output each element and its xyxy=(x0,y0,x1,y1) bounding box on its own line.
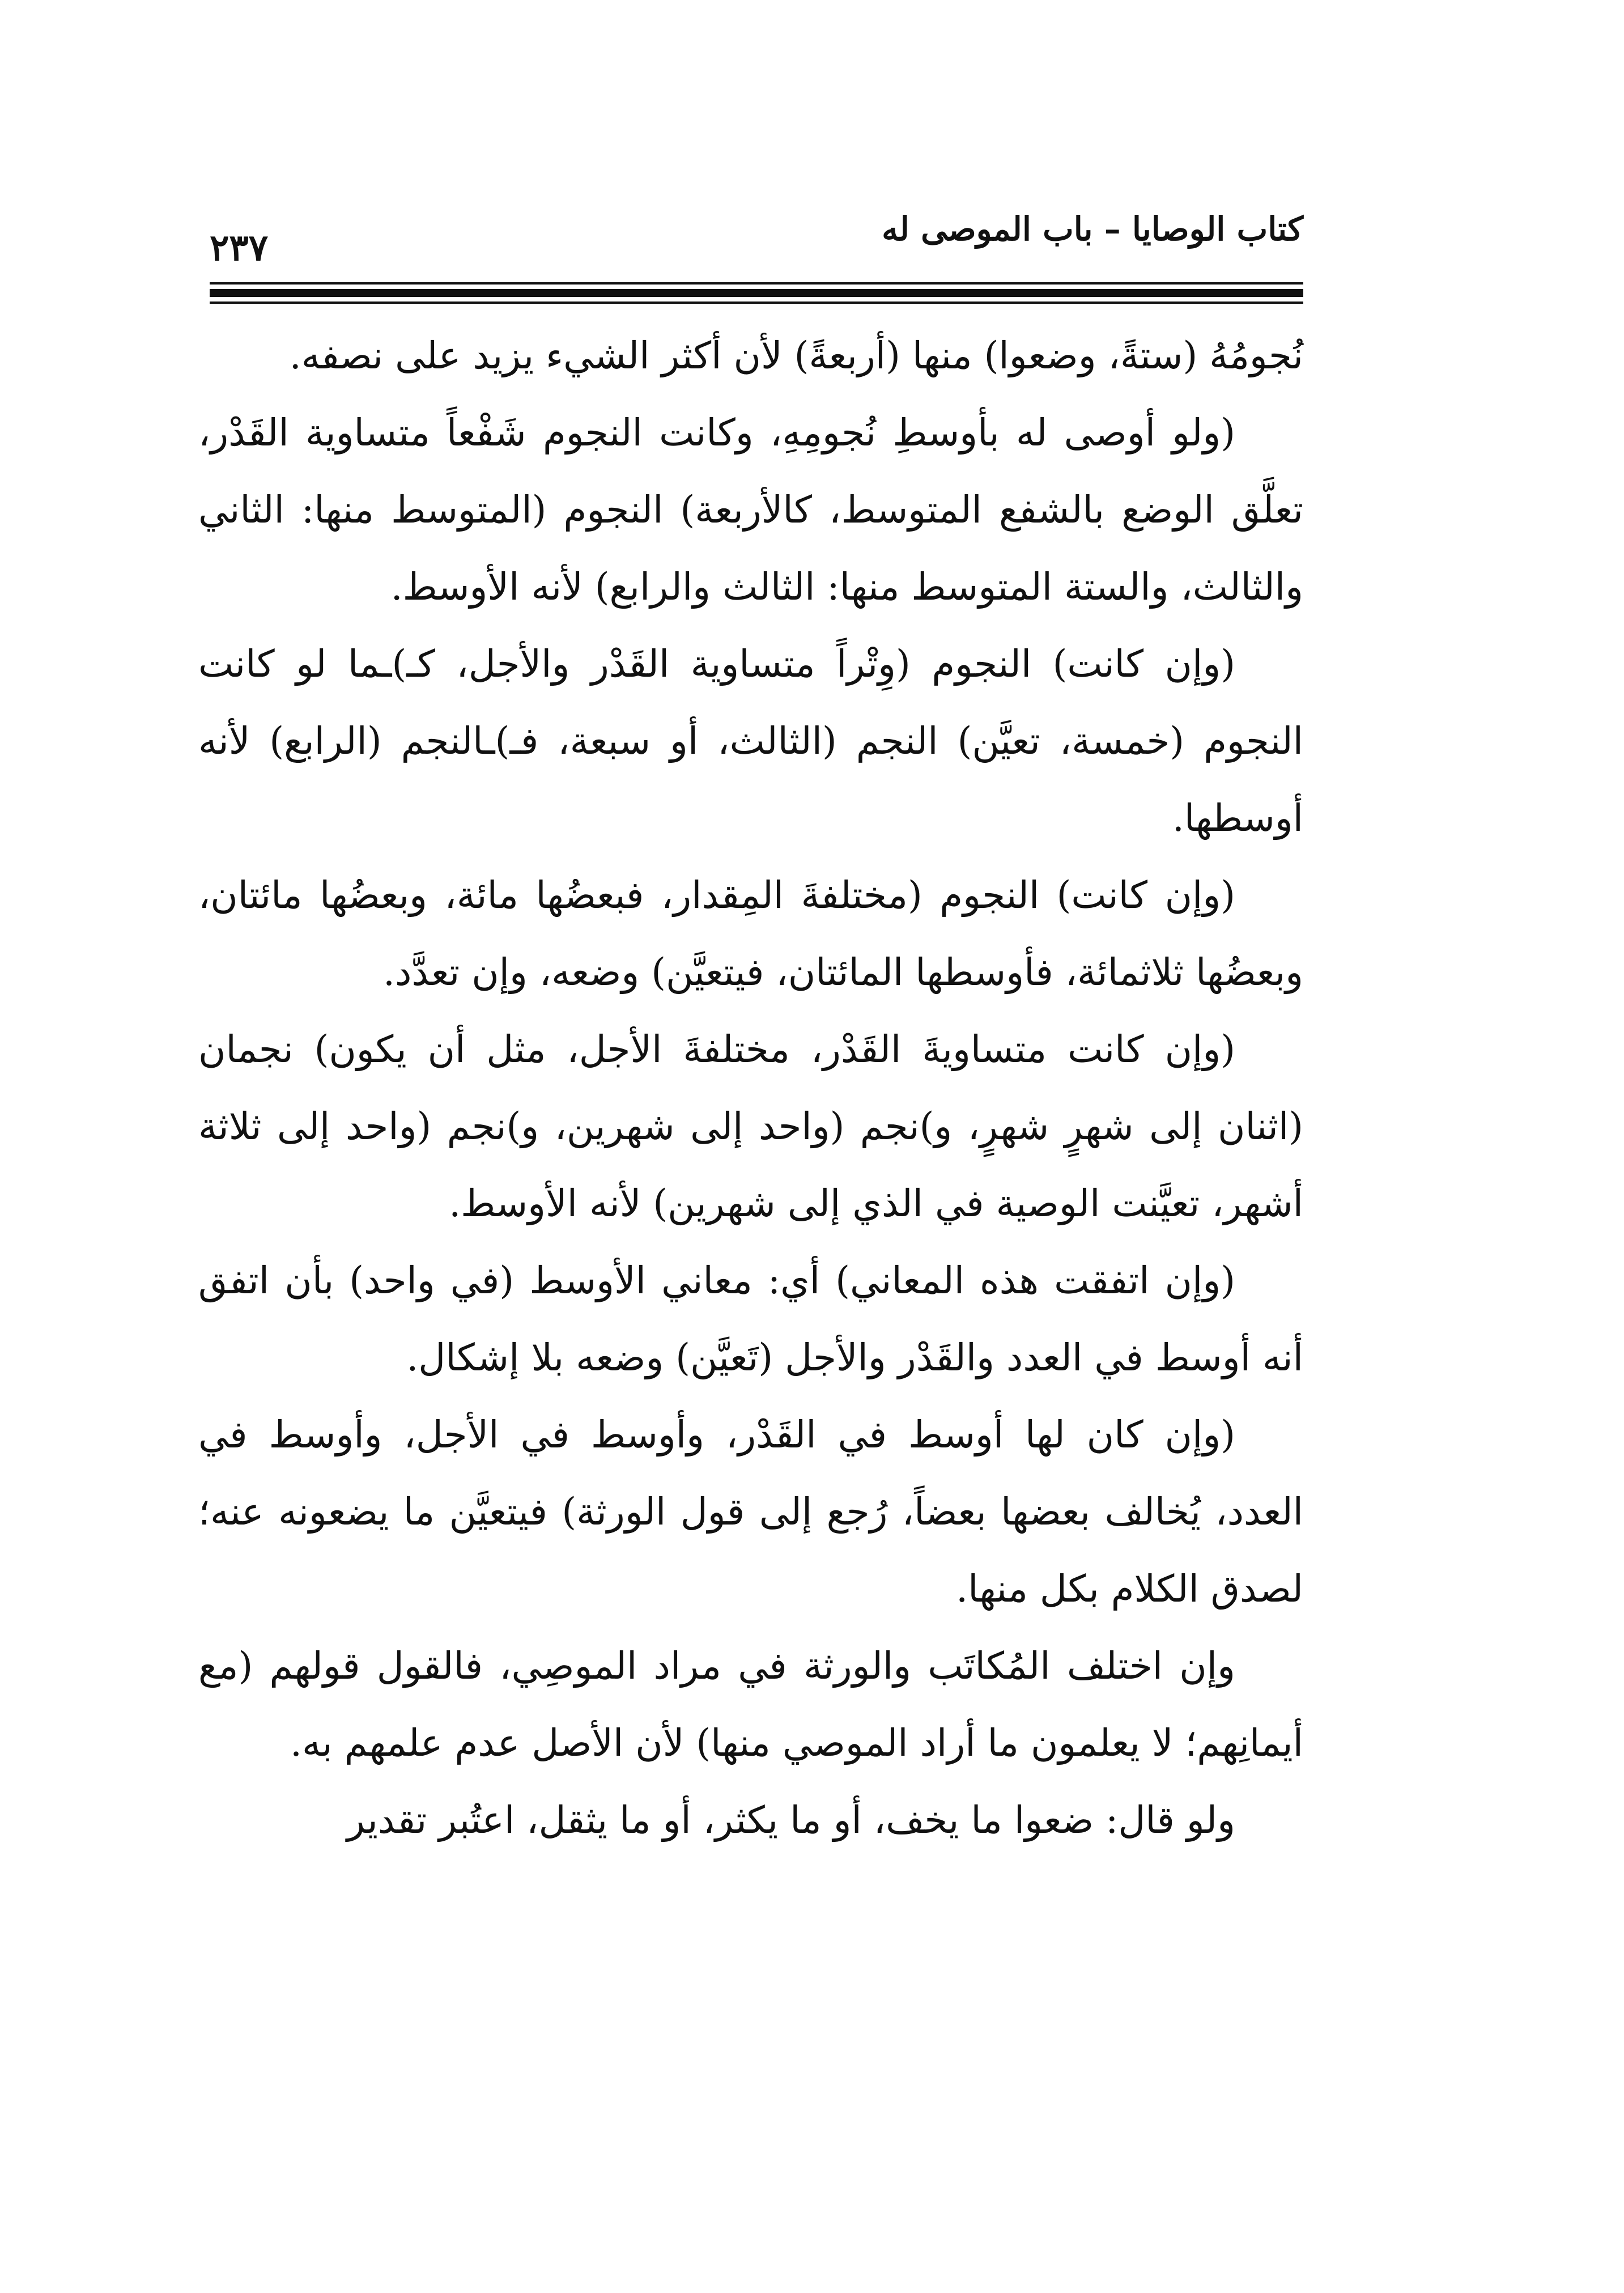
header-rule-top xyxy=(210,282,1303,284)
paragraph-5: (وإن كانت متساويةَ القَدْر، مختلفةَ الأجل، مثل أن يكون) نجمان (اثنان إلى شهرٍ شهرٍ، و)نجم (واحد إلى شهرين، و)نجم (واحد إلى ثلاثة أشهر، تعيَّنت الوصية في الذي إلى شهرين) لأنه الأوسط. xyxy=(198,1027,1303,1225)
running-header xyxy=(210,210,1303,272)
header-rule-bottom xyxy=(210,302,1303,304)
header-rule-thick xyxy=(210,289,1303,297)
page-number: ٢٣٧ xyxy=(210,227,269,269)
paragraph-2: (ولو أوصى له بأوسطِ نُجومِهِ، وكانت النجوم شَفْعاً متساوية القَدْر، تعلَّق الوضع بالشفع المتوسط، كالأربعة) النجوم (المتوسط منها: الثاني والثالث، والستة المتوسط منها: الثالث والرابع) لأنه الأوسط. xyxy=(198,411,1303,609)
paragraph-3: (وإن كانت) النجوم (وِتْراً متساوية القَدْر والأجل، كـ)ـما لو كانت النجوم (خمسة، تعيَّن) النجم (الثالث، أو سبعة، فـ)ـالنجم (الرابع) لأنه أوسطها. xyxy=(198,642,1303,840)
body-text xyxy=(198,317,1303,1859)
paragraph-4: (وإن كانت) النجوم (مختلفةَ المِقدار، فبعضُها مائة، وبعضُها مائتان، وبعضُها ثلاثمائة، فأوسطها المائتان، فيتعيَّن) وضعه، وإن تعدَّد. xyxy=(198,873,1303,994)
running-header-title: كتاب الوصايا – باب الموصى له xyxy=(882,210,1303,248)
paragraph-8: وإن اختلف المُكاتَب والورثة في مراد الموصِي، فالقول قولهم (مع أيمانِهم؛ لا يعلمون ما أراد الموصي منها) لأن الأصل عدم علمهم به. xyxy=(198,1644,1303,1765)
paragraph-6: (وإن اتفقت هذه المعاني) أي: معاني الأوسط (في واحد) بأن اتفق أنه أوسط في العدد والقَدْر والأجل (تَعيَّن) وضعه بلا إشكال. xyxy=(198,1259,1303,1379)
paragraph-1: نُجومُهُ (ستةً، وضعوا) منها (أربعةً) لأن أكثر الشيء يزيد على نصفه. xyxy=(289,334,1303,377)
paragraph-9: ولو قال: ضعوا ما يخف، أو ما يكثر، أو ما يثقل، اعتُبر تقدير xyxy=(347,1798,1235,1842)
paragraph-7: (وإن كان لها أوسط في القَدْر، وأوسط في الأجل، وأوسط في العدد، يُخالف بعضها بعضاً، رُجع إلى قول الورثة) فيتعيَّن ما يضعونه عنه؛ لصدق الكلام بكل منها. xyxy=(198,1413,1303,1611)
